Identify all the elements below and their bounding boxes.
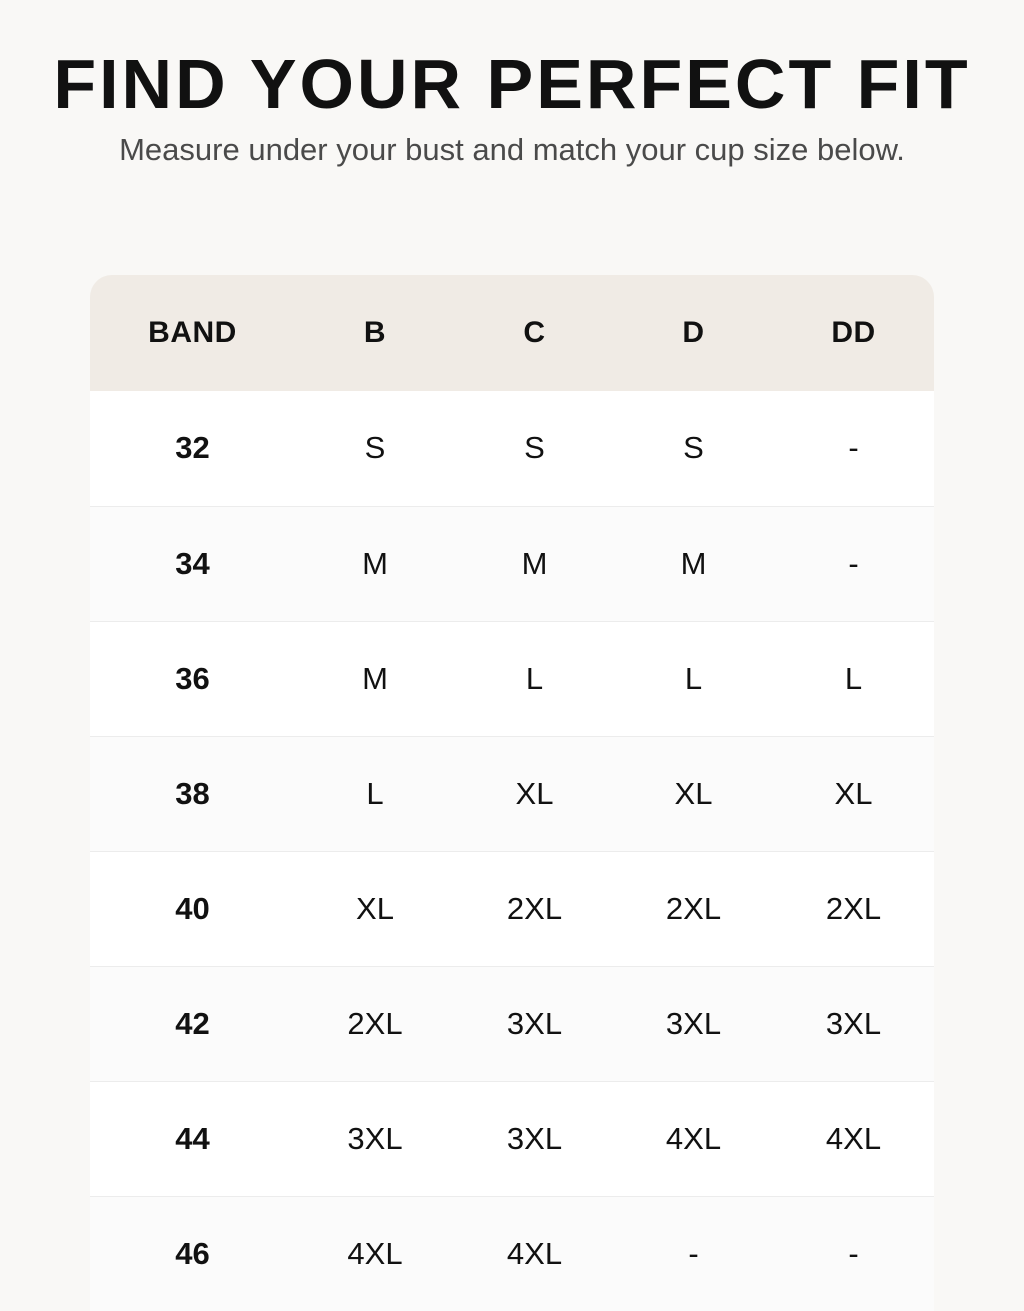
size-cell-d: 2XL	[665, 890, 722, 926]
column-header-b: B	[363, 316, 387, 349]
size-chart-table	[90, 275, 934, 1311]
column-header-c: C	[523, 316, 546, 349]
size-cell-b: 3XL	[347, 1120, 403, 1156]
table-row	[90, 736, 934, 851]
size-cell-c: 3XL	[506, 1005, 563, 1041]
column-header-band: BAND	[148, 316, 237, 349]
column-header-dd: DD	[831, 316, 876, 349]
column-header-d: D	[682, 316, 705, 349]
size-cell-dd: -	[848, 430, 859, 466]
table-row	[90, 1081, 934, 1196]
size-cell-c: 3XL	[506, 1120, 563, 1156]
table-row	[90, 621, 934, 736]
band-size-cell: 44	[175, 1120, 210, 1156]
size-cell-c: 2XL	[506, 890, 563, 926]
table-row	[90, 966, 934, 1081]
size-cell-c: 4XL	[506, 1235, 563, 1271]
band-size-cell: 46	[175, 1235, 210, 1271]
size-cell-d: 4XL	[665, 1120, 722, 1156]
size-cell-d: L	[684, 660, 703, 696]
size-cell-d: M	[680, 545, 707, 581]
size-cell-dd: -	[848, 545, 859, 581]
size-cell-c: M	[521, 545, 548, 581]
band-size-cell: 42	[175, 1005, 210, 1041]
band-size-cell: 36	[175, 660, 210, 696]
size-cell-b: 2XL	[347, 1005, 403, 1041]
table-row	[90, 506, 934, 621]
table-row	[90, 851, 934, 966]
size-cell-dd: 4XL	[825, 1120, 882, 1156]
size-cell-d: 3XL	[665, 1005, 722, 1041]
band-size-cell: 34	[175, 545, 210, 581]
size-cell-c: L	[525, 660, 544, 696]
size-cell-dd: -	[848, 1235, 859, 1271]
band-size-cell: 38	[175, 775, 210, 811]
size-cell-c: XL	[515, 775, 554, 811]
size-cell-dd: XL	[834, 775, 873, 811]
size-cell-b: M	[362, 545, 388, 581]
size-cell-dd: 3XL	[825, 1005, 882, 1041]
size-cell-c: S	[524, 430, 545, 466]
table-row	[90, 391, 934, 506]
page-title: FIND YOUR PERFECT FIT	[53, 45, 971, 123]
size-cell-b: L	[366, 775, 384, 811]
size-cell-dd: L	[844, 660, 863, 696]
size-cell-b: S	[364, 430, 386, 466]
size-cell-d: S	[683, 430, 704, 466]
size-cell-d: -	[688, 1235, 699, 1271]
band-size-cell: 32	[175, 430, 210, 466]
size-cell-dd: 2XL	[825, 890, 882, 926]
size-cell-b: XL	[356, 890, 394, 926]
band-size-cell: 40	[175, 890, 210, 926]
size-cell-b: M	[362, 660, 388, 696]
size-cell-b: 4XL	[347, 1235, 403, 1271]
size-cell-d: XL	[674, 775, 713, 811]
table-header-row	[90, 275, 934, 391]
page-subtitle: Measure under your bust and match your cup size below.	[119, 132, 905, 167]
